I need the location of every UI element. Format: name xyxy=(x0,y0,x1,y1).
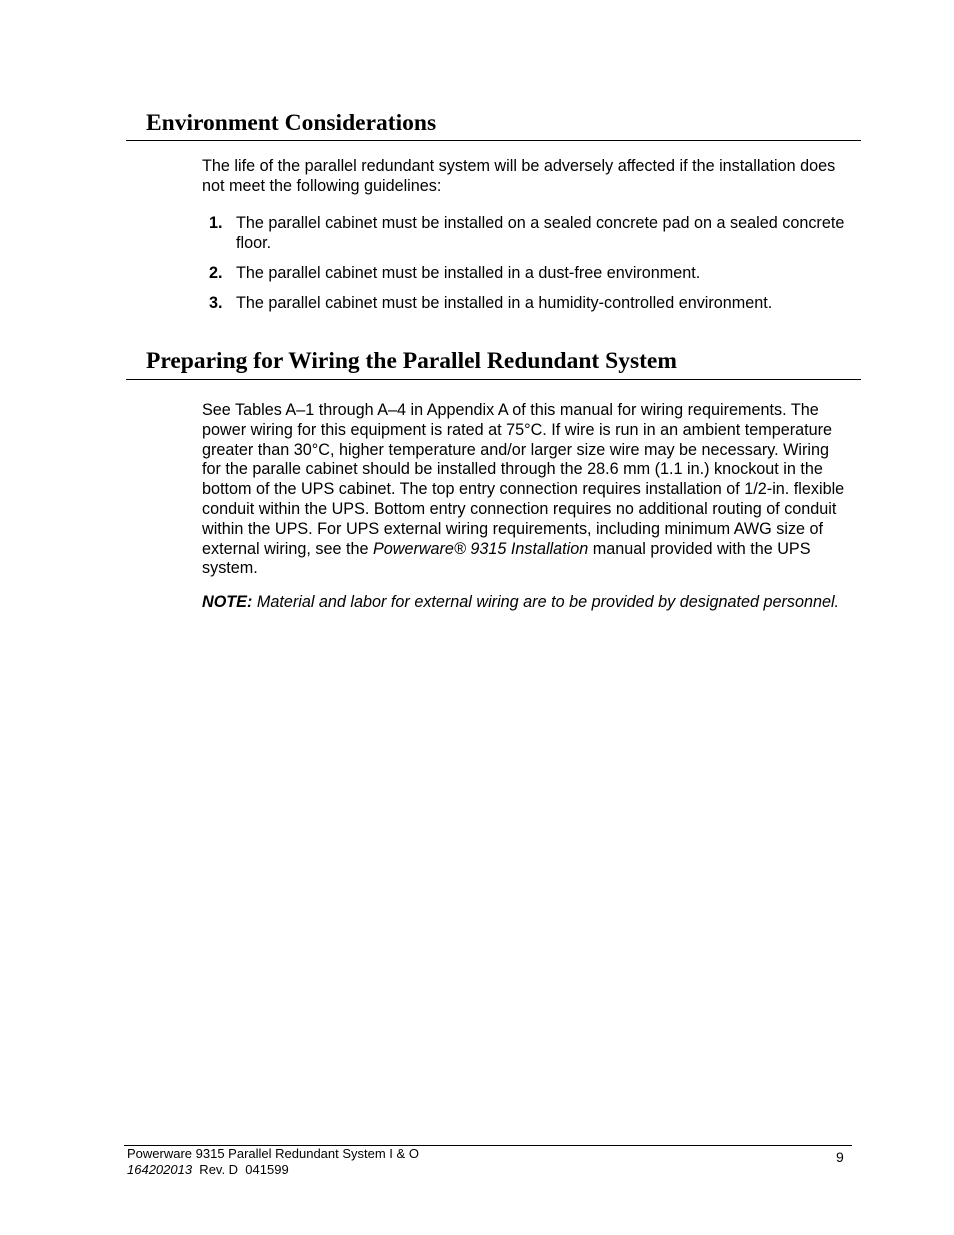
list-item xyxy=(202,214,852,254)
footer-doc-number: 164202013 xyxy=(127,1162,193,1177)
section-rule xyxy=(126,379,861,380)
list-item-number: 2. xyxy=(209,263,223,282)
list-item-number: 3. xyxy=(209,294,223,313)
note-label: NOTE: xyxy=(202,593,253,611)
wiring-text-end: manual provided with the UPS system. xyxy=(202,539,811,578)
installation-manual-title: Powerware® 9315 Installation xyxy=(372,539,589,558)
section-rule xyxy=(126,140,861,141)
section-heading-wiring: Preparing for Wiring the Parallel Redundant System xyxy=(146,348,677,374)
wiring-text-start: See Tables A–1 through A–4 in Appendix A of this manual for wiring requirements. The power wiring for this equipment is rated at 75°C. If wire is run in an ambient temperature greater than 30°C, higher temperature and/or larger size wire may be necessary. Wiring for the paralle cabinet should be installed through the 28.6 mm (1.1 in.) knockout in the bottom of the UPS cabinet. The top entry connection requires installation of 1/2-in. flexible conduit within the UPS. Bottom entry connection requires no additional routing of conduit within the UPS. For UPS external wiring requirements, including minimum AWG size of external wiring, see the xyxy=(202,401,845,558)
environment-intro: The life of the parallel redundant system will be adversely affected if the installation does not meet the following guidelines: xyxy=(202,157,836,195)
list-item-text: The parallel cabinet must be installed on a sealed concrete pad on a sealed concrete floor. xyxy=(236,214,845,252)
wiring-note xyxy=(202,593,852,611)
list-item-text: The parallel cabinet must be installed in a dust-free environment. xyxy=(236,263,701,282)
footer-revision xyxy=(127,1162,289,1177)
footer-rev-text: Rev. D 041599 xyxy=(192,1162,289,1177)
section-heading-environment: Environment Considerations xyxy=(146,110,437,136)
list-item xyxy=(202,294,852,314)
list-item xyxy=(202,264,852,284)
page-number: 9 xyxy=(836,1149,844,1165)
list-item-text: The parallel cabinet must be installed in a humidity-controlled environment. xyxy=(236,294,773,313)
list-item-number: 1. xyxy=(209,214,223,232)
environment-guidelines-list xyxy=(202,214,852,314)
wiring-paragraph xyxy=(202,401,852,579)
footer-document-title: Powerware 9315 Parallel Redundant System I & O xyxy=(127,1146,419,1161)
note-text: Material and labor for external wiring are to be provided by designated personnel. xyxy=(252,593,840,611)
